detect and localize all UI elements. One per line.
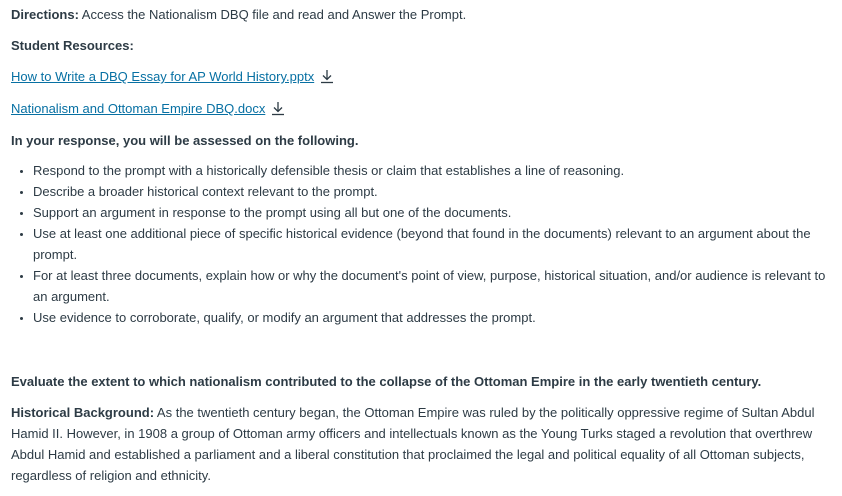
file-link-nationalism-dbq[interactable]: Nationalism and Ottoman Empire DBQ.docx (11, 101, 266, 116)
list-item: • Use at least one additional piece of specific historical evidence (beyond that found in the documents) relevant to an argument about the prompt. (33, 223, 832, 265)
directions-text: Access the Nationalism DBQ file and read and Answer the Prompt. (78, 7, 467, 22)
list-item: • Use evidence to corroborate, qualify, or modify an argument that addresses the prompt. (33, 307, 832, 328)
file-link-dbq-guide[interactable]: How to Write a DBQ Essay for AP World History.pptx (11, 69, 315, 84)
file-link-row-docx (11, 98, 832, 119)
background-text: As the twentieth century began, the Ottoman Empire was ruled by the politically oppressive regime of Sultan Abdul Hamid II. However, in 1908 a group of Ottoman army officers and intellectuals known as the Young Turks staged a revolution that overthrew Abdul Hamid and established a parliament and a liberal constitution that proclaimed the legal and political equality of all Ottoman subjects, regardless of religion and ethnicity. (11, 405, 815, 483)
list-item: • Respond to the prompt with a historically defensible thesis or claim that establishes a line of reasoning. (33, 160, 832, 181)
list-item: • Describe a broader historical context relevant to the prompt. (33, 181, 832, 202)
list-item: • For at least three documents, explain how or why the document's point of view, purpose, historical situation, and/or audience is relevant to an argument. (33, 265, 832, 307)
essay-prompt: Evaluate the extent to which nationalism contributed to the collapse of the Ottoman Empire in the early twentieth century. (11, 374, 762, 389)
assessment-criteria-list (11, 160, 832, 328)
directions-line (11, 4, 832, 25)
student-resources-heading: Student Resources: (11, 38, 134, 53)
assessment-intro: In your response, you will be assessed on the following. (11, 133, 359, 148)
file-link-row-pptx (11, 66, 832, 87)
directions-label: Directions: (11, 7, 79, 22)
historical-background (11, 402, 832, 486)
list-item: • Support an argument in response to the prompt using all but one of the documents. (33, 202, 832, 223)
background-label: Historical Background: (11, 405, 155, 420)
download-icon[interactable] (271, 101, 285, 116)
download-icon[interactable] (320, 69, 334, 84)
